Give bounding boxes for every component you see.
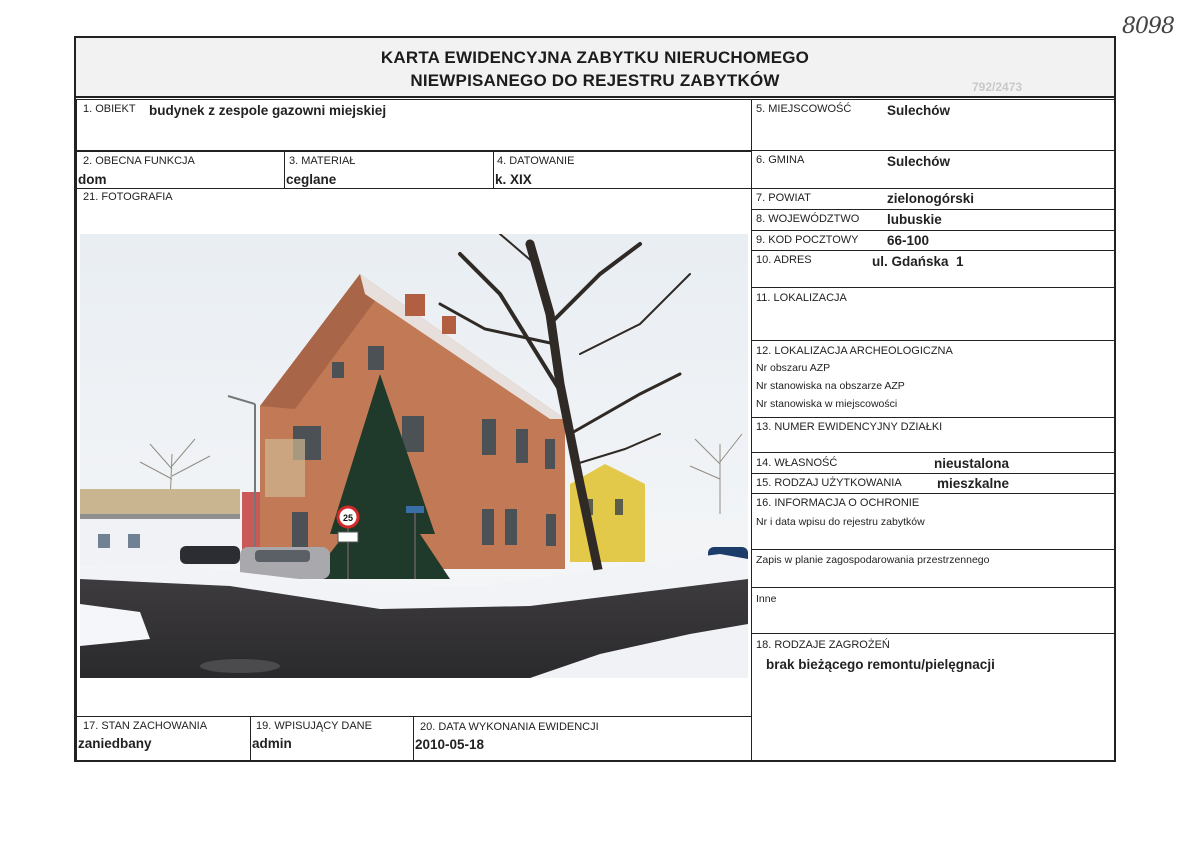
field-data-ewidencji xyxy=(413,716,752,761)
field-stan-value: zaniedbany xyxy=(78,736,152,751)
title-band xyxy=(76,38,1114,98)
field-obiekt-label: 1. OBIEKT xyxy=(83,103,136,115)
field-miejscowosc xyxy=(751,99,1115,151)
field-wlasnosc xyxy=(751,452,1115,474)
field-data-label: 20. DATA WYKONANIA EWIDENCJI xyxy=(420,721,599,733)
field-powiat xyxy=(751,188,1115,210)
field-wojewodztwo xyxy=(751,209,1115,231)
field-funkcja xyxy=(76,151,285,189)
ochrona-divider-1 xyxy=(752,549,1114,550)
field-ochrona-inne: Inne xyxy=(756,593,777,605)
field-lokalizacja xyxy=(751,287,1115,341)
field-archeo-stanowisko-miejsc: Nr stanowiska w miejscowości xyxy=(756,398,898,410)
ghost-code: 792/2473 xyxy=(972,80,1023,94)
field-ochrona-rejestr: Nr i data wpisu do rejestru zabytków xyxy=(756,516,925,528)
field-funkcja-value: dom xyxy=(78,172,107,187)
field-gmina-label: 6. GMINA xyxy=(756,154,805,166)
field-data-value: 2010-05-18 xyxy=(415,737,485,752)
speed-sign-text: 25 xyxy=(342,513,354,523)
ochrona-divider-2 xyxy=(752,587,1114,588)
field-uzytkowanie xyxy=(751,473,1115,494)
field-miejscowosc-value: Sulechów xyxy=(887,103,951,118)
field-adres-value: ul. Gdańska 1 xyxy=(872,254,964,269)
field-material-value: ceglane xyxy=(286,172,337,187)
field-wpisujacy-label: 19. WPISUJĄCY DANE xyxy=(256,720,372,732)
field-archeo-azp: Nr obszaru AZP xyxy=(756,362,831,374)
field-adres xyxy=(751,250,1115,288)
field-material-label: 3. MATERIAŁ xyxy=(289,155,356,167)
field-ochrona-plan: Zapis w planie zagospodarowania przestrzennego xyxy=(756,554,990,566)
field-wlasnosc-label: 14. WŁASNOŚĆ xyxy=(756,457,838,469)
page-title-line-1: KARTA EWIDENCYJNA ZABYTKU NIERUCHOMEGO xyxy=(380,48,810,67)
field-powiat-label: 7. POWIAT xyxy=(756,192,811,204)
field-dzialka-label: 13. NUMER EWIDENCYJNY DZIAŁKI xyxy=(756,421,943,433)
field-fotografia-label: 21. FOTOGRAFIA xyxy=(83,191,173,203)
field-kod-label: 9. KOD POCZTOWY xyxy=(756,234,859,246)
field-datowanie-value: k. XIX xyxy=(495,172,532,187)
field-rodzaje-zagrozen xyxy=(751,633,1115,761)
field-informacja-o-ochronie xyxy=(751,493,1115,634)
field-obiekt xyxy=(76,99,752,151)
field-datowanie-label: 4. DATOWANIE xyxy=(497,155,575,167)
field-wpisujacy-value: admin xyxy=(252,736,292,751)
field-wojewodztwo-value: lubuskie xyxy=(887,212,942,227)
field-uzytkowanie-value: mieszkalne xyxy=(937,476,1010,491)
field-material xyxy=(284,151,494,189)
field-stan-zachowania xyxy=(76,716,251,761)
field-lokalizacja-label: 11. LOKALIZACJA xyxy=(756,292,847,304)
field-zagrozenia-label: 18. RODZAJE ZAGROŻEŃ xyxy=(756,639,890,651)
field-stan-label: 17. STAN ZACHOWANIA xyxy=(83,720,208,732)
field-datowanie xyxy=(493,151,752,189)
field-zagrozenia-value: brak bieżącego remontu/pielęgnacji xyxy=(766,657,995,672)
field-gmina-value: Sulechów xyxy=(887,154,951,169)
field-kod-pocztowy xyxy=(751,230,1115,251)
page-title-line-2: NIEWPISANEGO DO REJESTRU ZABYTKÓW xyxy=(410,71,780,90)
field-funkcja-label: 2. OBECNA FUNKCJA xyxy=(83,155,195,167)
field-gmina xyxy=(751,150,1115,189)
field-lokalizacja-archeologiczna xyxy=(751,340,1115,418)
field-archeo-stanowisko-azp: Nr stanowiska na obszarze AZP xyxy=(756,380,905,392)
field-kod-value: 66-100 xyxy=(887,233,930,248)
field-miejscowosc-label: 5. MIEJSCOWOŚĆ xyxy=(756,103,852,115)
field-wojewodztwo-label: 8. WOJEWÓDZTWO xyxy=(756,213,860,225)
field-ochrona-label: 16. INFORMACJA O OCHRONIE xyxy=(756,497,920,509)
field-archeo-label: 12. LOKALIZACJA ARCHEOLOGICZNA xyxy=(756,345,953,357)
field-wpisujacy-dane xyxy=(250,716,414,761)
field-powiat-value: zielonogórski xyxy=(887,191,975,206)
field-numer-dzialki xyxy=(751,417,1115,453)
field-obiekt-value: budynek z zespole gazowni miejskiej xyxy=(149,103,387,118)
building-photograph xyxy=(80,234,748,678)
field-adres-label: 10. ADRES xyxy=(756,254,812,266)
field-wlasnosc-value: nieustalona xyxy=(934,456,1010,471)
field-uzytkowanie-label: 15. RODZAJ UŻYTKOWANIA xyxy=(756,477,902,489)
corner-handwritten-note: 8098 xyxy=(1122,14,1174,39)
